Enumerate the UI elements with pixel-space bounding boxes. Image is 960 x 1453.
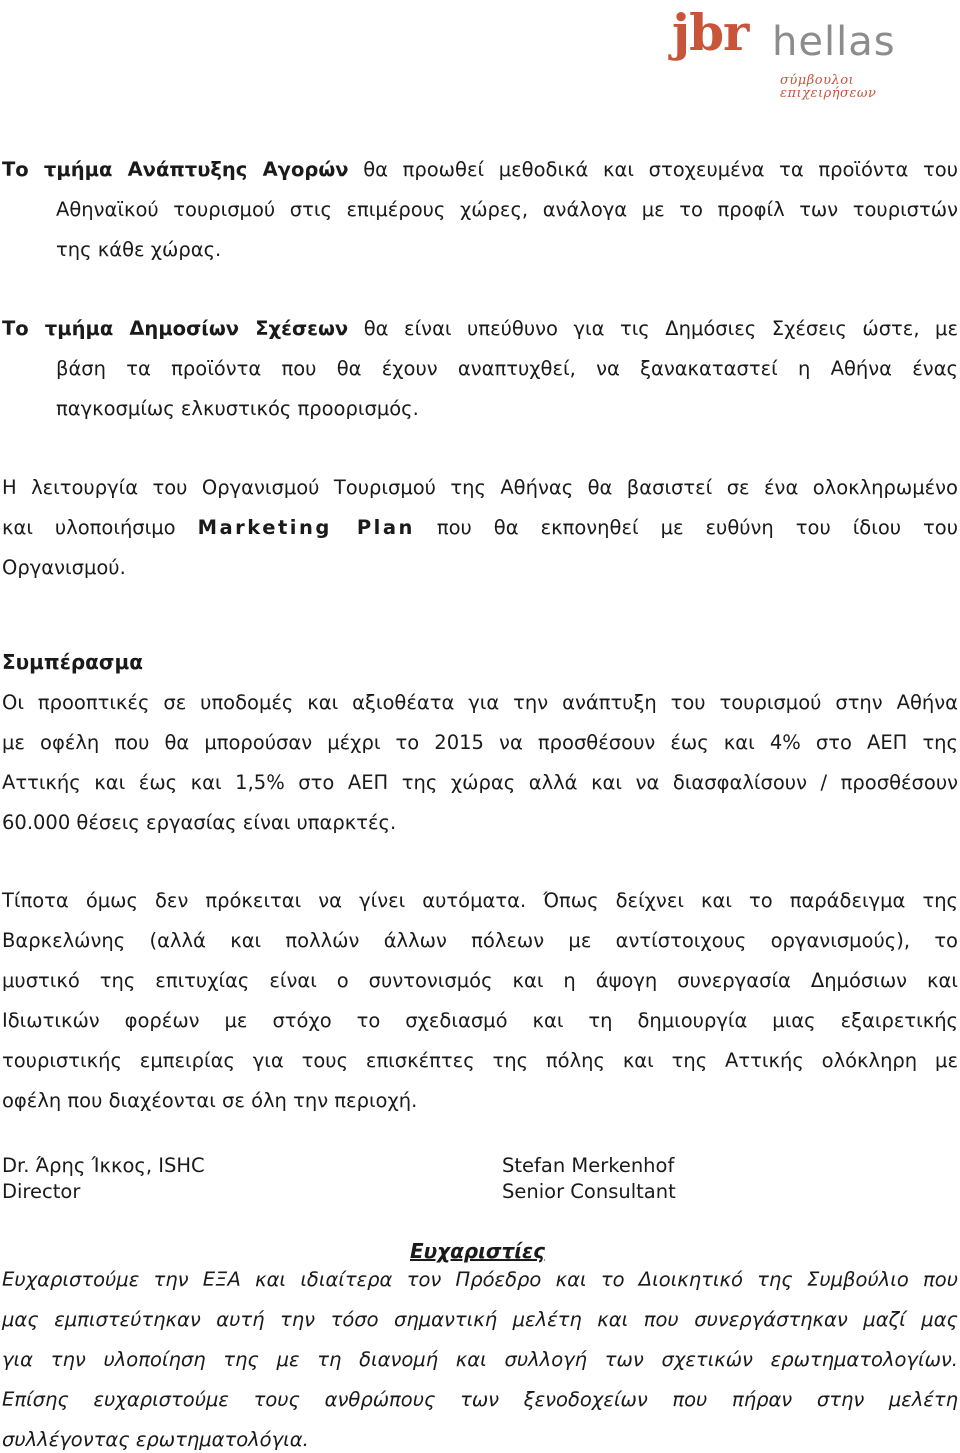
bold-phrase: Το τμήμα Ανάπτυξης Αγορών [2,158,349,181]
text-line: Οι προοπτικές σε υποδομές και αξιοθέατα για την ανάπτυξη του τουρισμού στην Αθήνα [2,691,958,714]
signature-left [2,1153,205,1205]
text-line: οφέλη που διαχέονται σε όλη την περιοχή. [2,1089,418,1112]
text-line: μυστικό της επιτυχίας είναι ο συντονισμός και η άψογη συνεργασία Δημόσιων και [2,969,958,992]
text-line: Αθηναϊκού τουρισμού στις επιμέρους χώρες, ανάλογα με το προφίλ των τουριστών [56,198,958,221]
logo-jbr: jbr [672,3,749,62]
signer-title: Director [2,1180,81,1203]
logo-hellas: hellas [772,19,896,65]
text-line: Βαρκελώνης (αλλά και πολλών άλλων πόλεων με αντίστοιχους οργανισμούς), το [2,929,958,952]
company-logo [672,3,952,101]
text-span: θα προωθεί μεθοδικά και στοχευμένα τα προϊόντα του [348,158,958,181]
text-line: Επίσης ευχαριστούμε τους ανθρώπους των ξενοδοχείων που πήραν στην μελέτη [2,1388,958,1411]
text-line: με οφέλη που θα μπορούσαν μέχρι το 2015 να προσθέσουν έως και 4% στο ΑΕΠ της [2,731,958,754]
text-line: μας εμπιστεύτηκαν αυτή την τόσο σημαντική μελέτη και που συνεργάστηκαν μαζί μας [2,1308,958,1331]
text-line: Αττικής και έως και 1,5% στο ΑΕΠ της χώρας αλλά και να διασφαλίσουν / προσθέσουν [2,771,958,794]
text-span: θα είναι υπεύθυνο για τις Δημόσιες Σχέσεις ώστε, με [348,317,958,340]
text-line: Ιδιωτικών φορέων με στόχο το σχεδιασμό και τη δημιουργία μιας εξαιρετικής [2,1009,958,1032]
text-line [2,316,958,342]
section-heading-conclusion: Συμπέρασμα [2,650,143,674]
text-line: Οργανισμού. [2,556,126,579]
text-line: Τίποτα όμως δεν πρόκειται να γίνει αυτόματα. Όπως δείχνει και το παράδειγμα της [2,889,958,912]
text-span: που θα εκπονηθεί με ευθύνη του ίδιου του [414,516,958,539]
text-line: της κάθε χώρας. [56,238,222,261]
section-heading-thanks: Ευχαριστίες [410,1239,546,1263]
signature-right [502,1153,676,1205]
text-line: βάση τα προϊόντα που θα έχουν αναπτυχθεί, να ξανακαταστεί η Αθήνα ένας [56,357,958,380]
text-line: συλλέγοντας ερωτηματολόγια. [2,1428,309,1451]
text-line: 60.000 θέσεις εργασίας είναι υπαρκτές. [2,811,397,834]
text-line [2,515,958,541]
logo-tagline: σύμβουλοι επιχειρήσεων [780,73,877,101]
bold-phrase: Marketing Plan [197,516,415,539]
text-line: Η λειτουργία του Οργανισμού Τουρισμού της Αθήνας θα βασιστεί σε ένα ολοκληρωμένο [2,476,958,499]
signer-title: Senior Consultant [502,1180,676,1203]
text-line: παγκοσμίως ελκυστικός προορισμός. [56,397,419,420]
text-line: τουριστικής εμπειρίας για τους επισκέπτες της πόλης και της Αττικής ολόκληρη με [2,1049,958,1072]
signer-name: Stefan Merkenhof [502,1154,675,1177]
bold-phrase: Το τμήμα Δημοσίων Σχέσεων [2,317,349,340]
signer-name: Dr. Άρης Ίκκος, ISHC [2,1154,205,1177]
text-line: για την υλοποίηση της με τη διανομή και συλλογή των σχετικών ερωτηματολογίων. [2,1348,958,1371]
text-line [2,157,958,183]
text-line: Ευχαριστούμε την ΕΞΑ και ιδιαίτερα τον Πρόεδρο και το Διοικητικό της Συμβούλιο που [2,1268,958,1291]
text-span: και υλοποιήσιμο [2,516,198,539]
